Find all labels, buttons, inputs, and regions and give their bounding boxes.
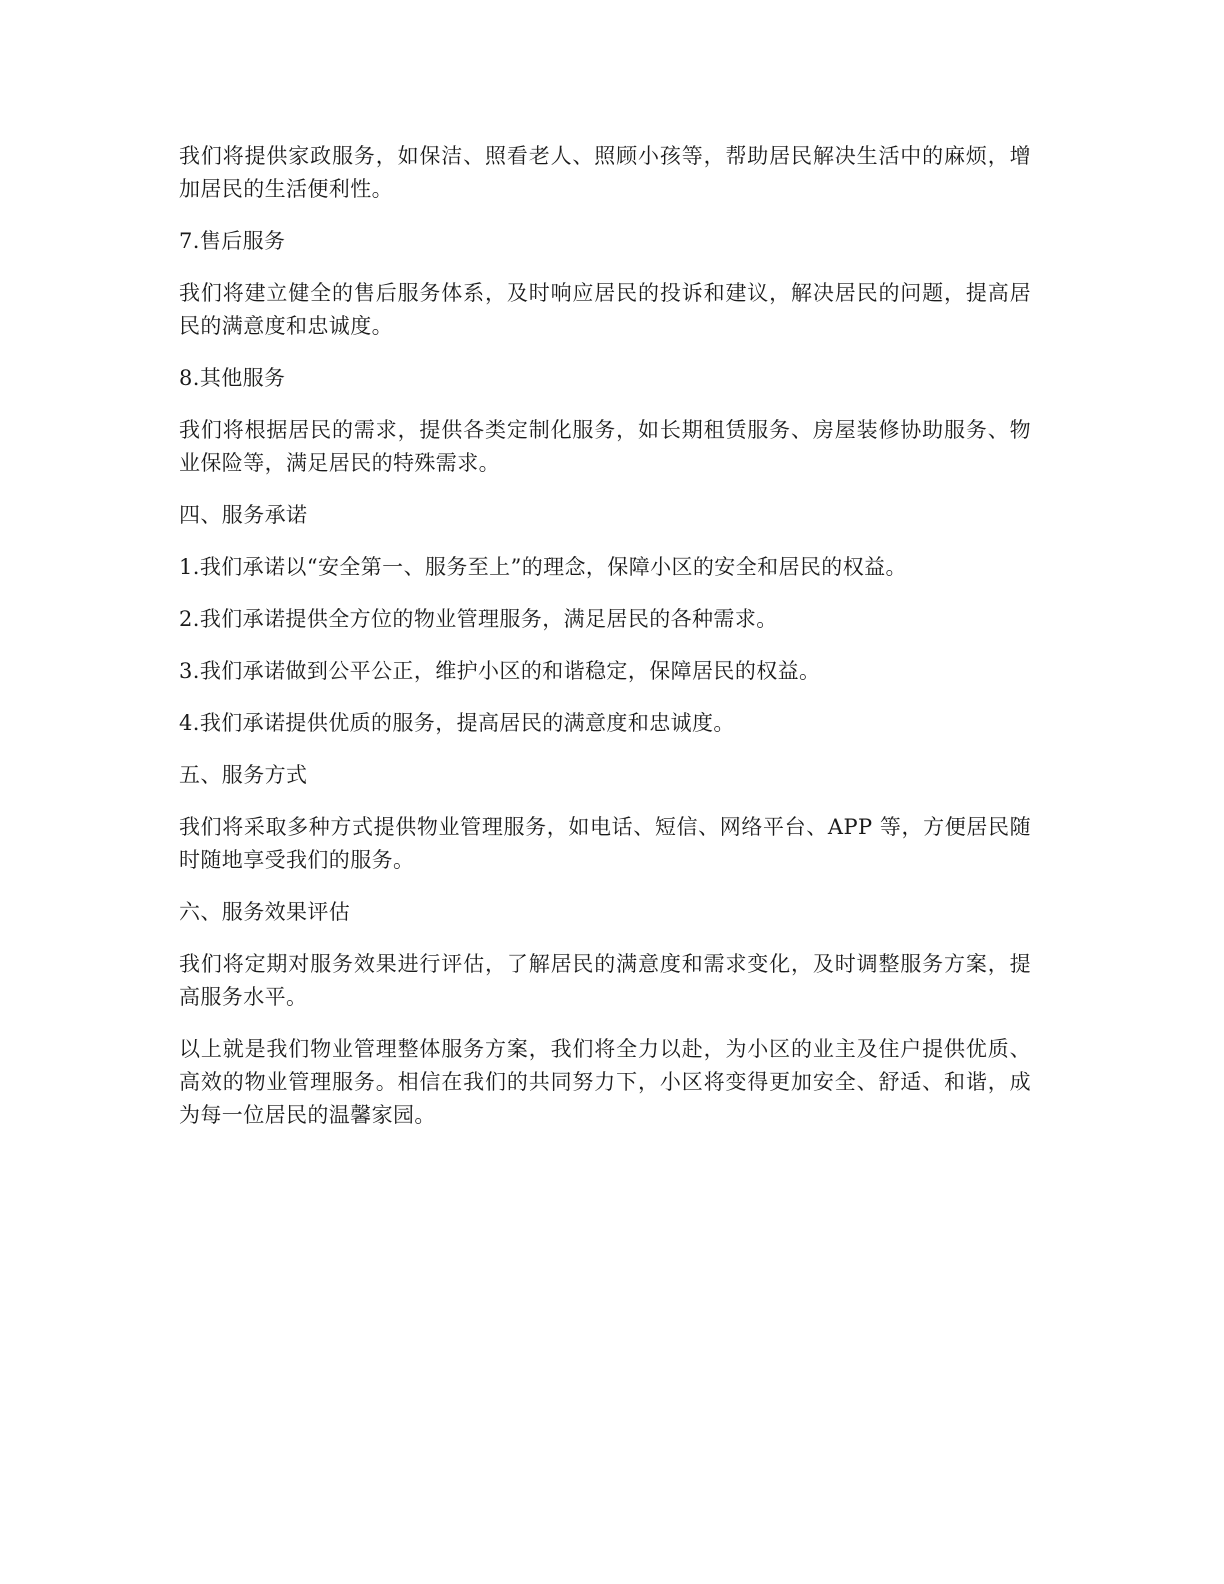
heading-service-evaluation: 六、服务效果评估 — [179, 900, 351, 924]
paragraph-conclusion: 以上就是我们物业管理整体服务方案，我们将全力以赴，为小区的业主及住户提供优质、高效的物业管理服务。相信在我们的共同努力下，小区将变得更加安全、舒适、和谐，成为每一位居民的温馨家园。 — [179, 1037, 1031, 1127]
heading-service-methods: 五、服务方式 — [179, 763, 308, 787]
paragraph-housekeeping-service: 我们将提供家政服务，如保洁、照看老人、照顾小孩等，帮助居民解决生活中的麻烦，增加居民的生活便利性。 — [179, 144, 1031, 201]
paragraph-other-services: 我们将根据居民的需求，提供各类定制化服务，如长期租赁服务、房屋装修协助服务、物业保险等，满足居民的特殊需求。 — [179, 418, 1031, 475]
heading-after-sales-service: 7.售后服务 — [179, 229, 286, 253]
heading-service-commitment: 四、服务承诺 — [179, 503, 308, 527]
paragraph-commitment-2: 2.我们承诺提供全方位的物业管理服务，满足居民的各种需求。 — [179, 607, 778, 631]
heading-other-services: 8.其他服务 — [179, 366, 286, 390]
paragraph-service-methods: 我们将采取多种方式提供物业管理服务，如电话、短信、网络平台、APP 等，方便居民随时随地享受我们的服务。 — [179, 815, 1031, 872]
paragraph-after-sales-service: 我们将建立健全的售后服务体系，及时响应居民的投诉和建议，解决居民的问题，提高居民的满意度和忠诚度。 — [179, 281, 1031, 338]
paragraph-commitment-4: 4.我们承诺提供优质的服务，提高居民的满意度和忠诚度。 — [179, 711, 735, 735]
paragraph-service-evaluation: 我们将定期对服务效果进行评估，了解居民的满意度和需求变化，及时调整服务方案，提高服务水平。 — [179, 952, 1031, 1009]
document-body — [179, 140, 1031, 1151]
paragraph-commitment-3: 3.我们承诺做到公平公正，维护小区的和谐稳定，保障居民的权益。 — [179, 659, 821, 683]
paragraph-commitment-1: 1.我们承诺以“安全第一、服务至上”的理念，保障小区的安全和居民的权益。 — [179, 555, 907, 579]
